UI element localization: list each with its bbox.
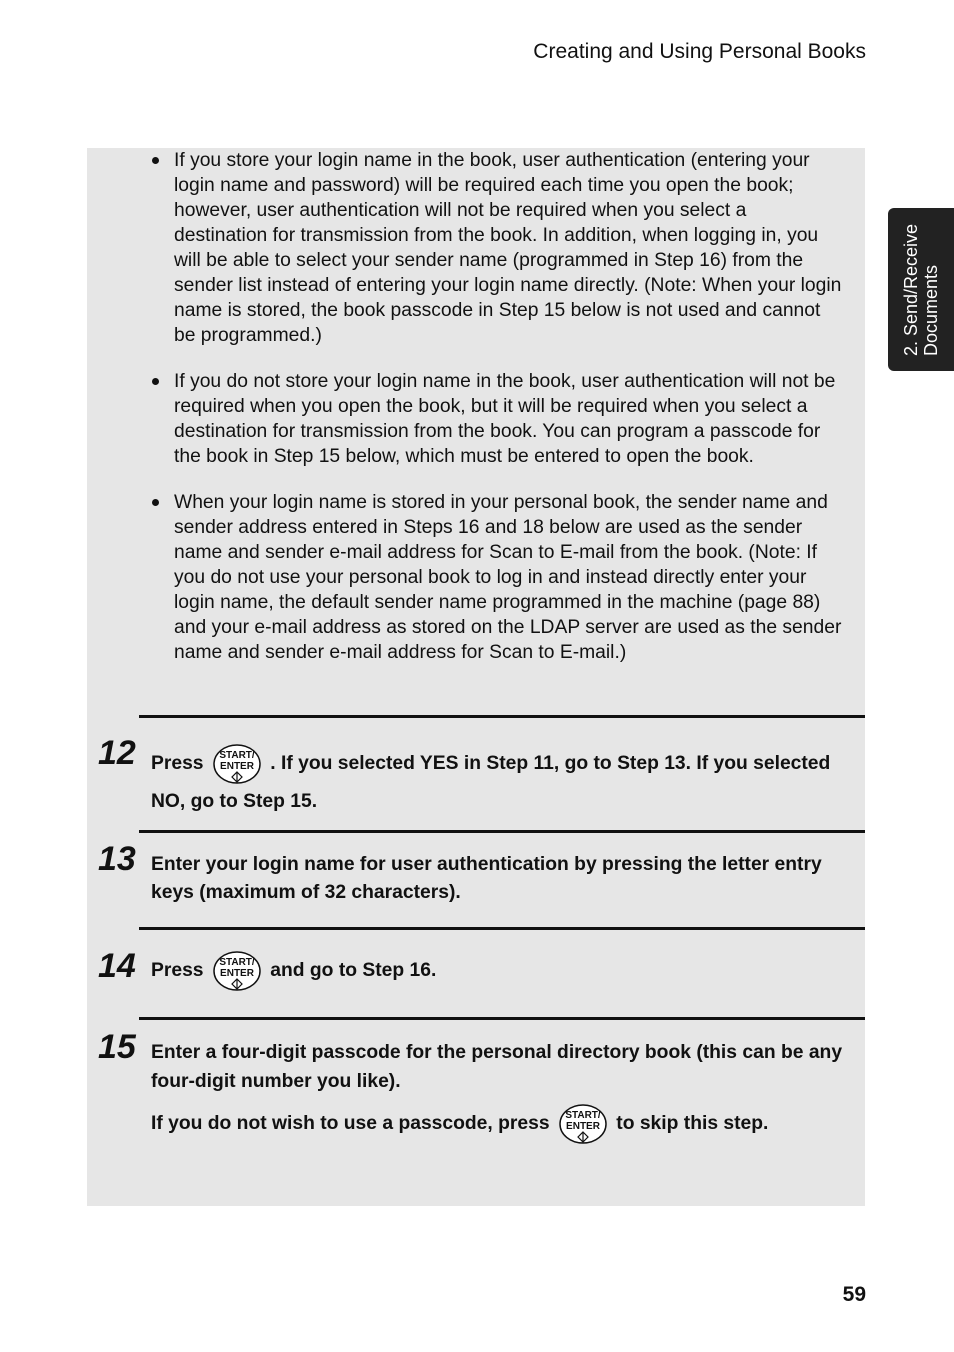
step-divider [139, 715, 865, 718]
svg-text:START/: START/ [565, 1110, 601, 1121]
start-enter-key-icon [559, 1104, 607, 1144]
step-15-text: Enter a four-digit passcode for the personal directory book (this can be any four-digit number you like). [151, 1042, 843, 1092]
step-divider [139, 927, 865, 930]
bullet-icon [152, 157, 159, 164]
step-divider [139, 1017, 865, 1020]
svg-text:ENTER: ENTER [219, 761, 254, 772]
step-14-text: Press START/ ENTER and go to Step 16. [151, 951, 851, 991]
section-tab-line1: 2. Send/Receive [901, 223, 921, 356]
note-item: If you do not store your login name in the book, user authentication will not be required when you open the book, but it will be required when you select a destination for transmission from the book. You can program a passcode for the book in Step 15 below, which must be entered to open the book. [152, 369, 844, 469]
section-tab [888, 208, 954, 371]
step-15-note: If you do not wish to use a passcode, press START/ ENTER to skip this step. [151, 1104, 851, 1144]
start-enter-key-icon [213, 951, 261, 991]
svg-text:START/: START/ [219, 957, 255, 968]
step-number-15: 15 [98, 1028, 136, 1066]
page-number: 59 [842, 1283, 866, 1306]
step-number-12: 12 [98, 734, 136, 772]
step-divider [139, 830, 865, 833]
step-number-13: 13 [98, 840, 136, 878]
svg-text:ENTER: ENTER [565, 1121, 600, 1132]
section-tab-line2: Documents [921, 264, 941, 356]
start-enter-key-icon [213, 744, 261, 784]
step-number-14: 14 [98, 947, 136, 985]
note-item: When your login name is stored in your personal book, the sender name and sender address entered in Steps 16 and 18 below are used as the sender name and sender e-mail address for Scan to E-mail from the book. (Note: If you do not use your personal book to log in and instead directly enter your login name, the default sender name programmed in the machine (page 88) and your e-mail address as stored on the LDAP server are used as the sender name and sender e-mail address for Scan to E-mail.) [152, 490, 844, 665]
running-header: Creating and Using Personal Books [533, 40, 866, 63]
instruction-panel [87, 148, 865, 1206]
bullet-icon [152, 378, 159, 385]
step-12-text: Press START/ ENTER . If you selected YES in Step 11, go to Step 13. If you selected NO, go to Step 15. [151, 744, 851, 820]
note-item: If you store your login name in the book, user authentication (entering your login name and password) will be required each time you open the book; however, user authentication will not be required when you select a destination for transmission from the book. In addition, when logging in, you will be able to select your sender name (programmed in Step 16) from the sender list instead of entering your login name directly. (Note: When your login name is stored, the book passcode in Step 15 below is not used and cannot be programmed.) [152, 148, 844, 348]
svg-text:ENTER: ENTER [219, 968, 254, 979]
svg-text:START/: START/ [219, 750, 255, 761]
notes-list [152, 148, 844, 686]
bullet-icon [152, 499, 159, 506]
step-13-text: Enter your login name for user authentication by pressing the letter entry keys (maximum of 32 characters). [151, 854, 822, 903]
